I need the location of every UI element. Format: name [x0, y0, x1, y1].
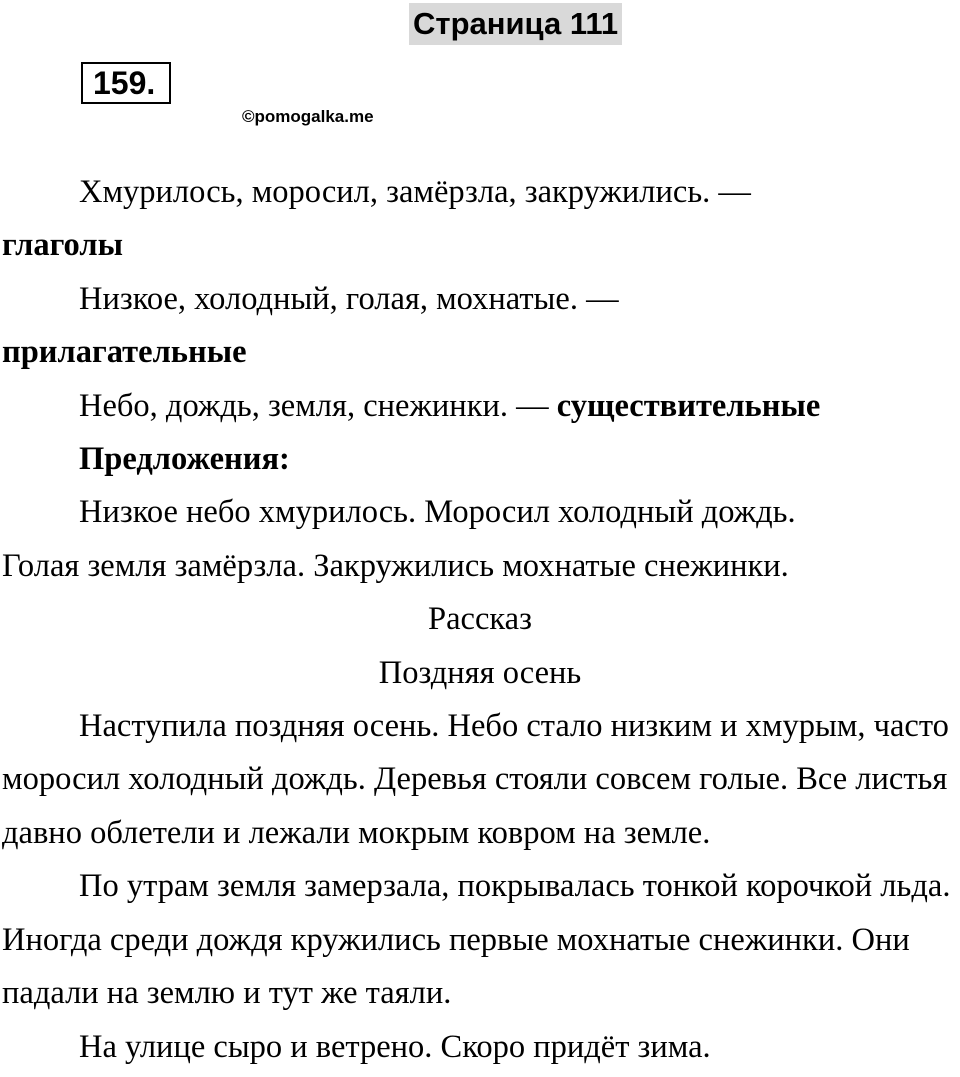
story-label: Рассказ — [428, 601, 532, 638]
task-number-box — [81, 62, 171, 104]
sentences-heading: Предложения: — [79, 441, 290, 478]
story-paragraph-2: По утрам земля замерзала, покрывалась тонкой корочкой льда. Иногда среди дождя кружились первые мохнатые снежинки. Они падали на землю и тут же таяли. — [2, 868, 951, 1012]
task-number-dot: . — [146, 65, 156, 101]
watermark: ©pomogalka.me — [242, 107, 374, 126]
verbs-label: глаголы — [2, 227, 123, 264]
adjectives-words: Низкое, холодный, голая, мохнатые. — — [79, 280, 619, 317]
story-paragraph-3: На улице сыро и ветрено. Скоро придёт зима. — [79, 1028, 711, 1065]
sentences-line-2: Голая земля замёрзла. Закружились мохнатые снежинки. — [2, 547, 789, 584]
task-number: 159 — [93, 65, 147, 101]
nouns-label: существительные — [556, 387, 821, 424]
nouns-words: Небо, дождь, земля, снежинки. — — [79, 387, 549, 424]
story-title: Поздняя осень — [378, 654, 582, 691]
page-title: Страница 111 — [409, 3, 622, 45]
verbs-words: Хмурилось, моросил, замёрзла, закружились. — — [79, 174, 751, 210]
answer-content — [2, 166, 958, 1074]
sentences-line-1: Низкое небо хмурилось. Моросил холодный дождь. — [79, 494, 796, 531]
story-paragraph-1: Наступила поздняя осень. Небо стало низким и хмурым, часто моросил холодный дождь. Деревья стояли совсем голые. Все листья давно облетели и лежали мокрым ковром на земле. — [2, 708, 949, 851]
adjectives-label: прилагательные — [2, 334, 247, 371]
nouns-line — [2, 380, 958, 433]
